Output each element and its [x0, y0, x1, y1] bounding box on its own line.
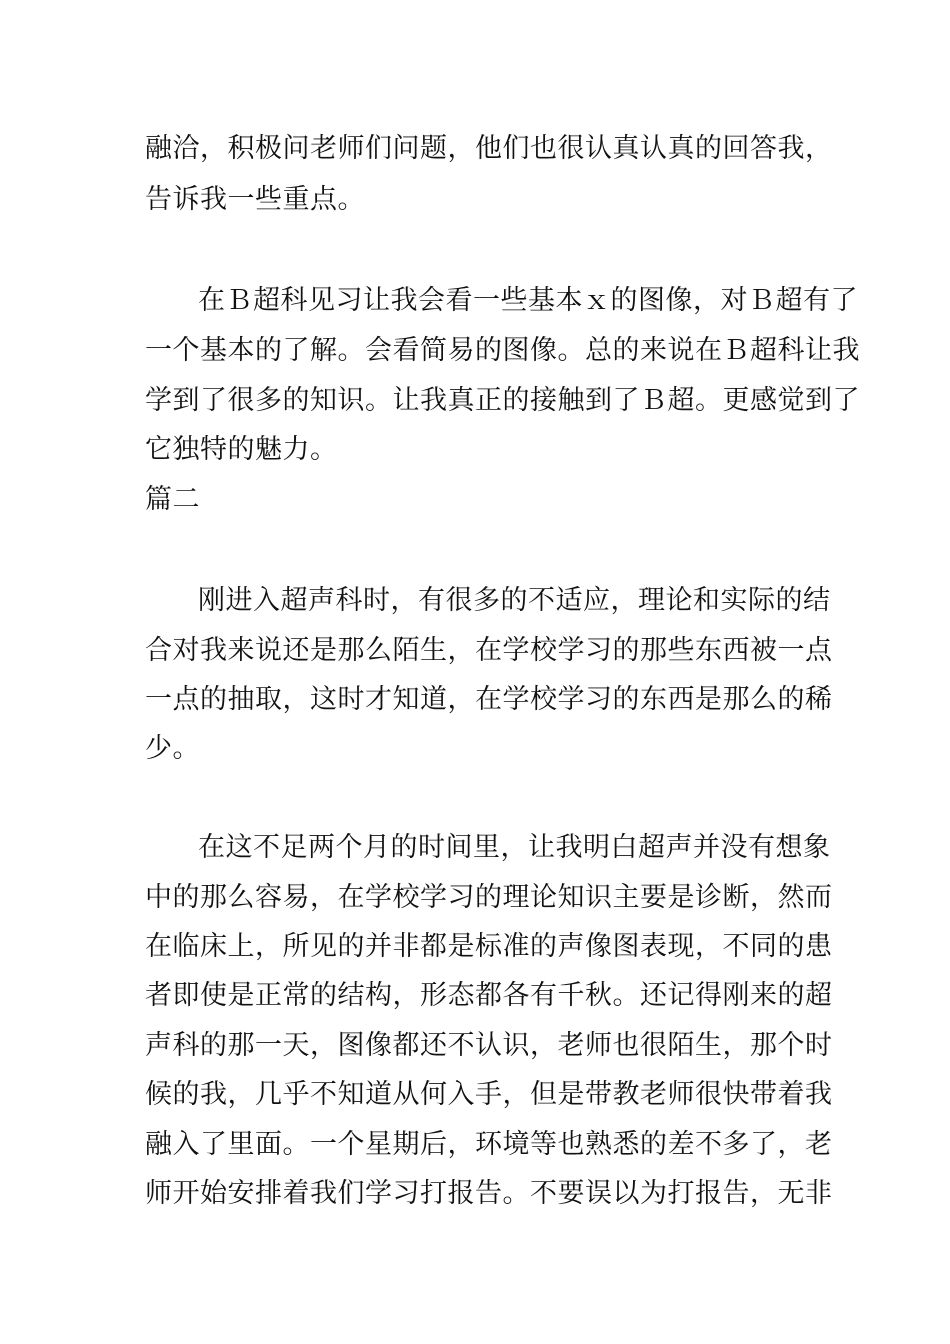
text-line: 少。	[145, 733, 200, 764]
text-line: 告诉我一些重点。	[145, 184, 365, 215]
text-line: 候的我，几乎不知道从何入手，但是带教老师很快带着我	[145, 1079, 833, 1110]
text-line: 在临床上，所见的并非都是标准的声像图表现，不同的患	[145, 931, 833, 962]
text-line: 合对我来说还是那么陌生，在学校学习的那些东西被一点	[145, 635, 833, 666]
text-line: 师开始安排着我们学习打报告。不要误以为打报告，无非	[145, 1178, 833, 1209]
section-heading: 篇二	[145, 484, 200, 515]
text-line: 它独特的魅力。	[145, 434, 338, 465]
text-line: 融洽，积极问老师们问题，他们也很认真认真的回答我，	[145, 133, 833, 164]
text-line: 学到了很多的知识。让我真正的接触到了Ｂ超。更感觉到了	[145, 385, 860, 416]
text-line: 声科的那一天，图像都还不认识，老师也很陌生，那个时	[145, 1030, 833, 1061]
text-line: 一点的抽取，这时才知道，在学校学习的东西是那么的稀	[145, 684, 833, 715]
paragraph-first-line: 在Ｂ超科见习让我会看一些基本ｘ的图像，对Ｂ超有了	[198, 285, 858, 316]
text-line: 融入了里面。一个星期后，环境等也熟悉的差不多了，老	[145, 1129, 833, 1160]
paragraph-first-line: 在这不足两个月的时间里，让我明白超声并没有想象	[198, 832, 831, 863]
text-line: 一个基本的了解。会看简易的图像。总的来说在Ｂ超科让我	[145, 335, 860, 366]
text-line: 者即使是正常的结构，形态都各有千秋。还记得刚来的超	[145, 980, 833, 1011]
paragraph-first-line: 刚进入超声科时，有很多的不适应，理论和实际的结	[198, 585, 831, 616]
text-line: 中的那么容易，在学校学习的理论知识主要是诊断，然而	[145, 882, 833, 913]
